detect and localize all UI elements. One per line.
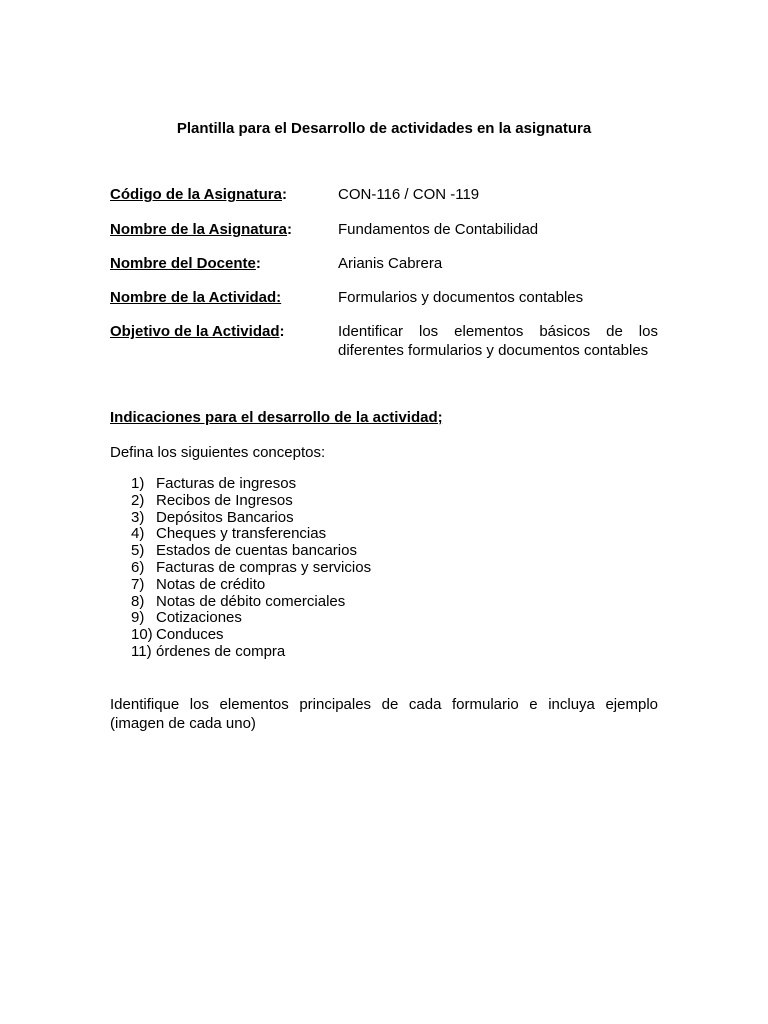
list-item: 4) Cheques y transferencias <box>131 525 327 543</box>
list-item: 11) órdenes de compra <box>131 642 286 660</box>
field-label: Nombre de la Asignatura: <box>110 221 292 238</box>
list-item: 10) Conduces <box>131 626 224 644</box>
list-item: 9) Cotizaciones <box>131 609 242 627</box>
field-value: CON-116 / CON -119 <box>338 186 480 203</box>
field-label: Objetivo de la Actividad: <box>110 323 285 340</box>
document-title: Plantilla para el Desarrollo de actividades en la asignatura <box>176 120 592 137</box>
list-item: 7) Notas de crédito <box>131 575 266 593</box>
field-value: Arianis Cabrera <box>338 255 443 272</box>
list-item: 2) Recibos de Ingresos <box>131 491 293 509</box>
field-label: Nombre del Docente: <box>110 255 261 272</box>
concepts-list <box>131 476 371 661</box>
field-value: Identificar los elementos básicos de los diferentes formularios y documentos contables <box>338 323 658 359</box>
list-item: 8) Notas de débito comerciales <box>131 592 346 610</box>
instructions-heading: Indicaciones para el desarrollo de la actividad; <box>110 409 443 426</box>
instructions-intro: Defina los siguientes conceptos: <box>110 444 326 461</box>
list-item: 3) Depósitos Bancarios <box>131 508 294 526</box>
field-label: Nombre de la Actividad: <box>110 289 282 306</box>
field-label: Código de la Asignatura: <box>110 186 287 203</box>
list-item: 1) Facturas de ingresos <box>131 475 297 492</box>
closing-instruction: Identifique los elementos principales de cada formulario e incluya ejemplo (imagen de cada uno) <box>110 696 658 732</box>
list-item: 6) Facturas de compras y servicios <box>131 558 372 576</box>
list-item: 5) Estados de cuentas bancarios <box>131 542 357 560</box>
field-value: Fundamentos de Contabilidad <box>338 221 539 238</box>
field-value: Formularios y documentos contables <box>338 289 584 306</box>
